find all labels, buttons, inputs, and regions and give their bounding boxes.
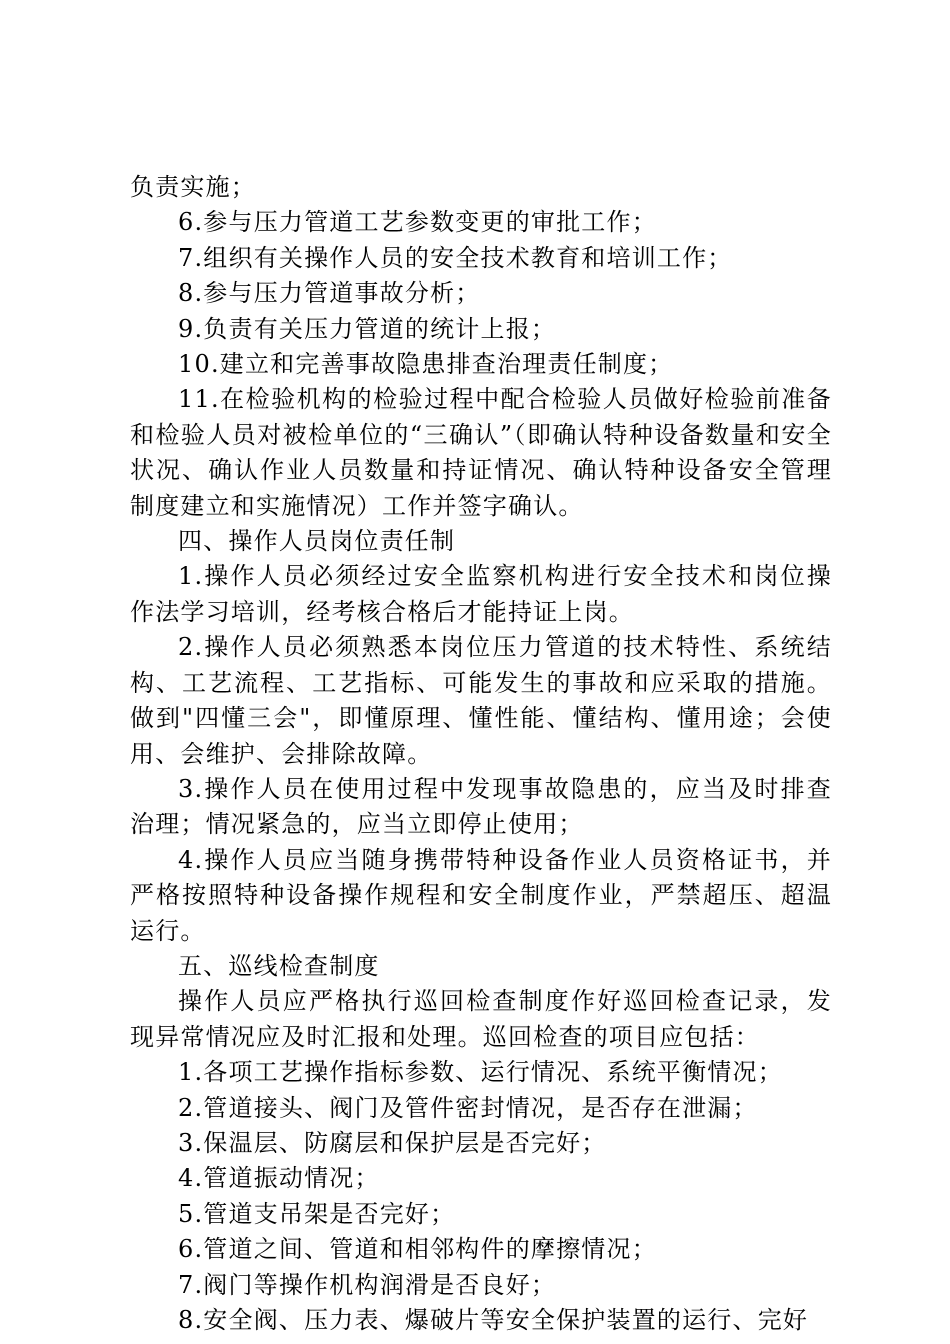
paragraph-11: 3.操作人员在使用过程中发现事故隐患的，应当及时排查治理；情况紧急的，应当立即停止使用； xyxy=(130,774,832,839)
paragraph-10: 2.操作人员必须熟悉本岗位压力管道的技术特性、系统结构、工艺流程、工艺指标、可能发生的事故和应采取的措施。做到"四懂三会"，即懂原理、懂性能、懂结构、懂用途；会使用、会维护、会排除故障。 xyxy=(130,633,832,768)
paragraph-22: 8.安全阀、压力表、爆破片等安全保护装置的运行、完好 xyxy=(178,1306,809,1334)
paragraph-17: 3.保温层、防腐层和保护层是否完好； xyxy=(178,1128,607,1157)
paragraph-4: 8.参与压力管道事故分析； xyxy=(178,279,481,308)
paragraph-15: 1.各项工艺操作指标参数、运行情况、系统平衡情况； xyxy=(178,1058,783,1087)
paragraph-16: 2.管道接头、阀门及管件密封情况，是否存在泄漏； xyxy=(178,1093,758,1122)
paragraph-18: 4.管道振动情况； xyxy=(178,1164,380,1193)
paragraph-1: 负责实施； xyxy=(130,173,256,201)
section-heading-4: 四、操作人员岗位责任制 xyxy=(178,527,456,556)
paragraph-12: 4.操作人员应当随身携带特种设备作业人员资格证书，并严格按照特种设备操作规程和安全制度作业，严禁超压、超温运行。 xyxy=(130,845,832,945)
paragraph-9: 1.操作人员必须经过安全监察机构进行安全技术和岗位操作法学习培训，经考核合格后才能持证上岗。 xyxy=(130,562,832,626)
paragraph-19: 5.管道支吊架是否完好； xyxy=(178,1199,456,1228)
section-heading-5: 五、巡线检查制度 xyxy=(178,951,380,980)
paragraph-6: 10.建立和完善事故隐患排查治理责任制度； xyxy=(178,350,674,379)
paragraph-7: 11.在检验机构的检验过程中配合检验人员做好检验前准备和检验人员对被检单位的“三确认”（即确认特种设备数量和安全状况、确认作业人员数量和持证情况、确认特种设备安全管理制度建立和实施情况）工作并签字确认。 xyxy=(130,385,832,520)
paragraph-21: 7.阀门等操作机构润滑是否良好； xyxy=(178,1270,557,1299)
paragraph-3: 7.组织有关操作人员的安全技术教育和培训工作； xyxy=(178,243,733,272)
paragraph-20: 6.管道之间、管道和相邻构件的摩擦情况； xyxy=(178,1235,657,1264)
paragraph-5: 9.负责有关压力管道的统计上报； xyxy=(178,314,557,343)
document-body xyxy=(130,170,832,1338)
paragraph-2: 6.参与压力管道工艺参数变更的审批工作； xyxy=(178,208,657,237)
paragraph-14: 操作人员应严格执行巡回检查制度作好巡回检查记录，发现异常情况应及时汇报和处理。巡回检查的项目应包括： xyxy=(130,987,832,1051)
